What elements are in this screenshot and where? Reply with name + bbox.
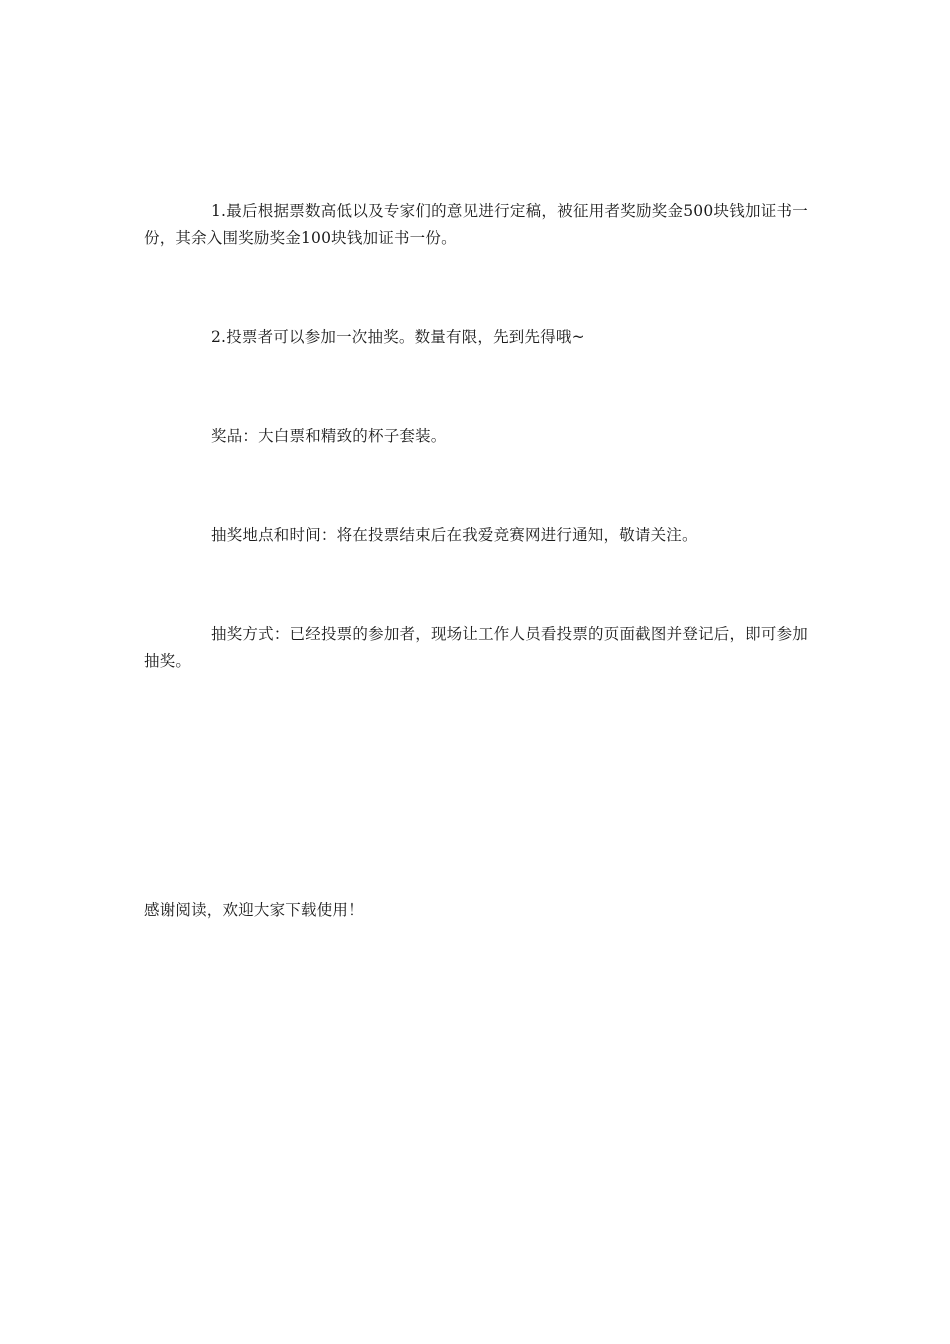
- paragraph-voter-lottery: 2.投票者可以参加一次抽奖。数量有限，先到先得哦~: [211, 328, 585, 346]
- closing-text: 感谢阅读，欢迎大家下载使用！: [144, 901, 364, 919]
- paragraph-lottery-place-time: 抽奖地点和时间：将在投票结束后在我爱竞赛网进行通知，敬请关注。: [211, 526, 698, 544]
- paragraph-award-rules: 1.最后根据票数高低以及专家们的意见进行定稿，被征用者奖励奖金500块钱加证书一份，其余入围奖励奖金100块钱加证书一份。: [144, 202, 808, 247]
- paragraph-lottery-method: 抽奖方式：已经投票的参加者，现场让工作人员看投票的页面截图并登记后，即可参加抽奖。: [144, 625, 808, 670]
- paragraph-prizes: 奖品：大白票和精致的杯子套装。: [211, 427, 447, 445]
